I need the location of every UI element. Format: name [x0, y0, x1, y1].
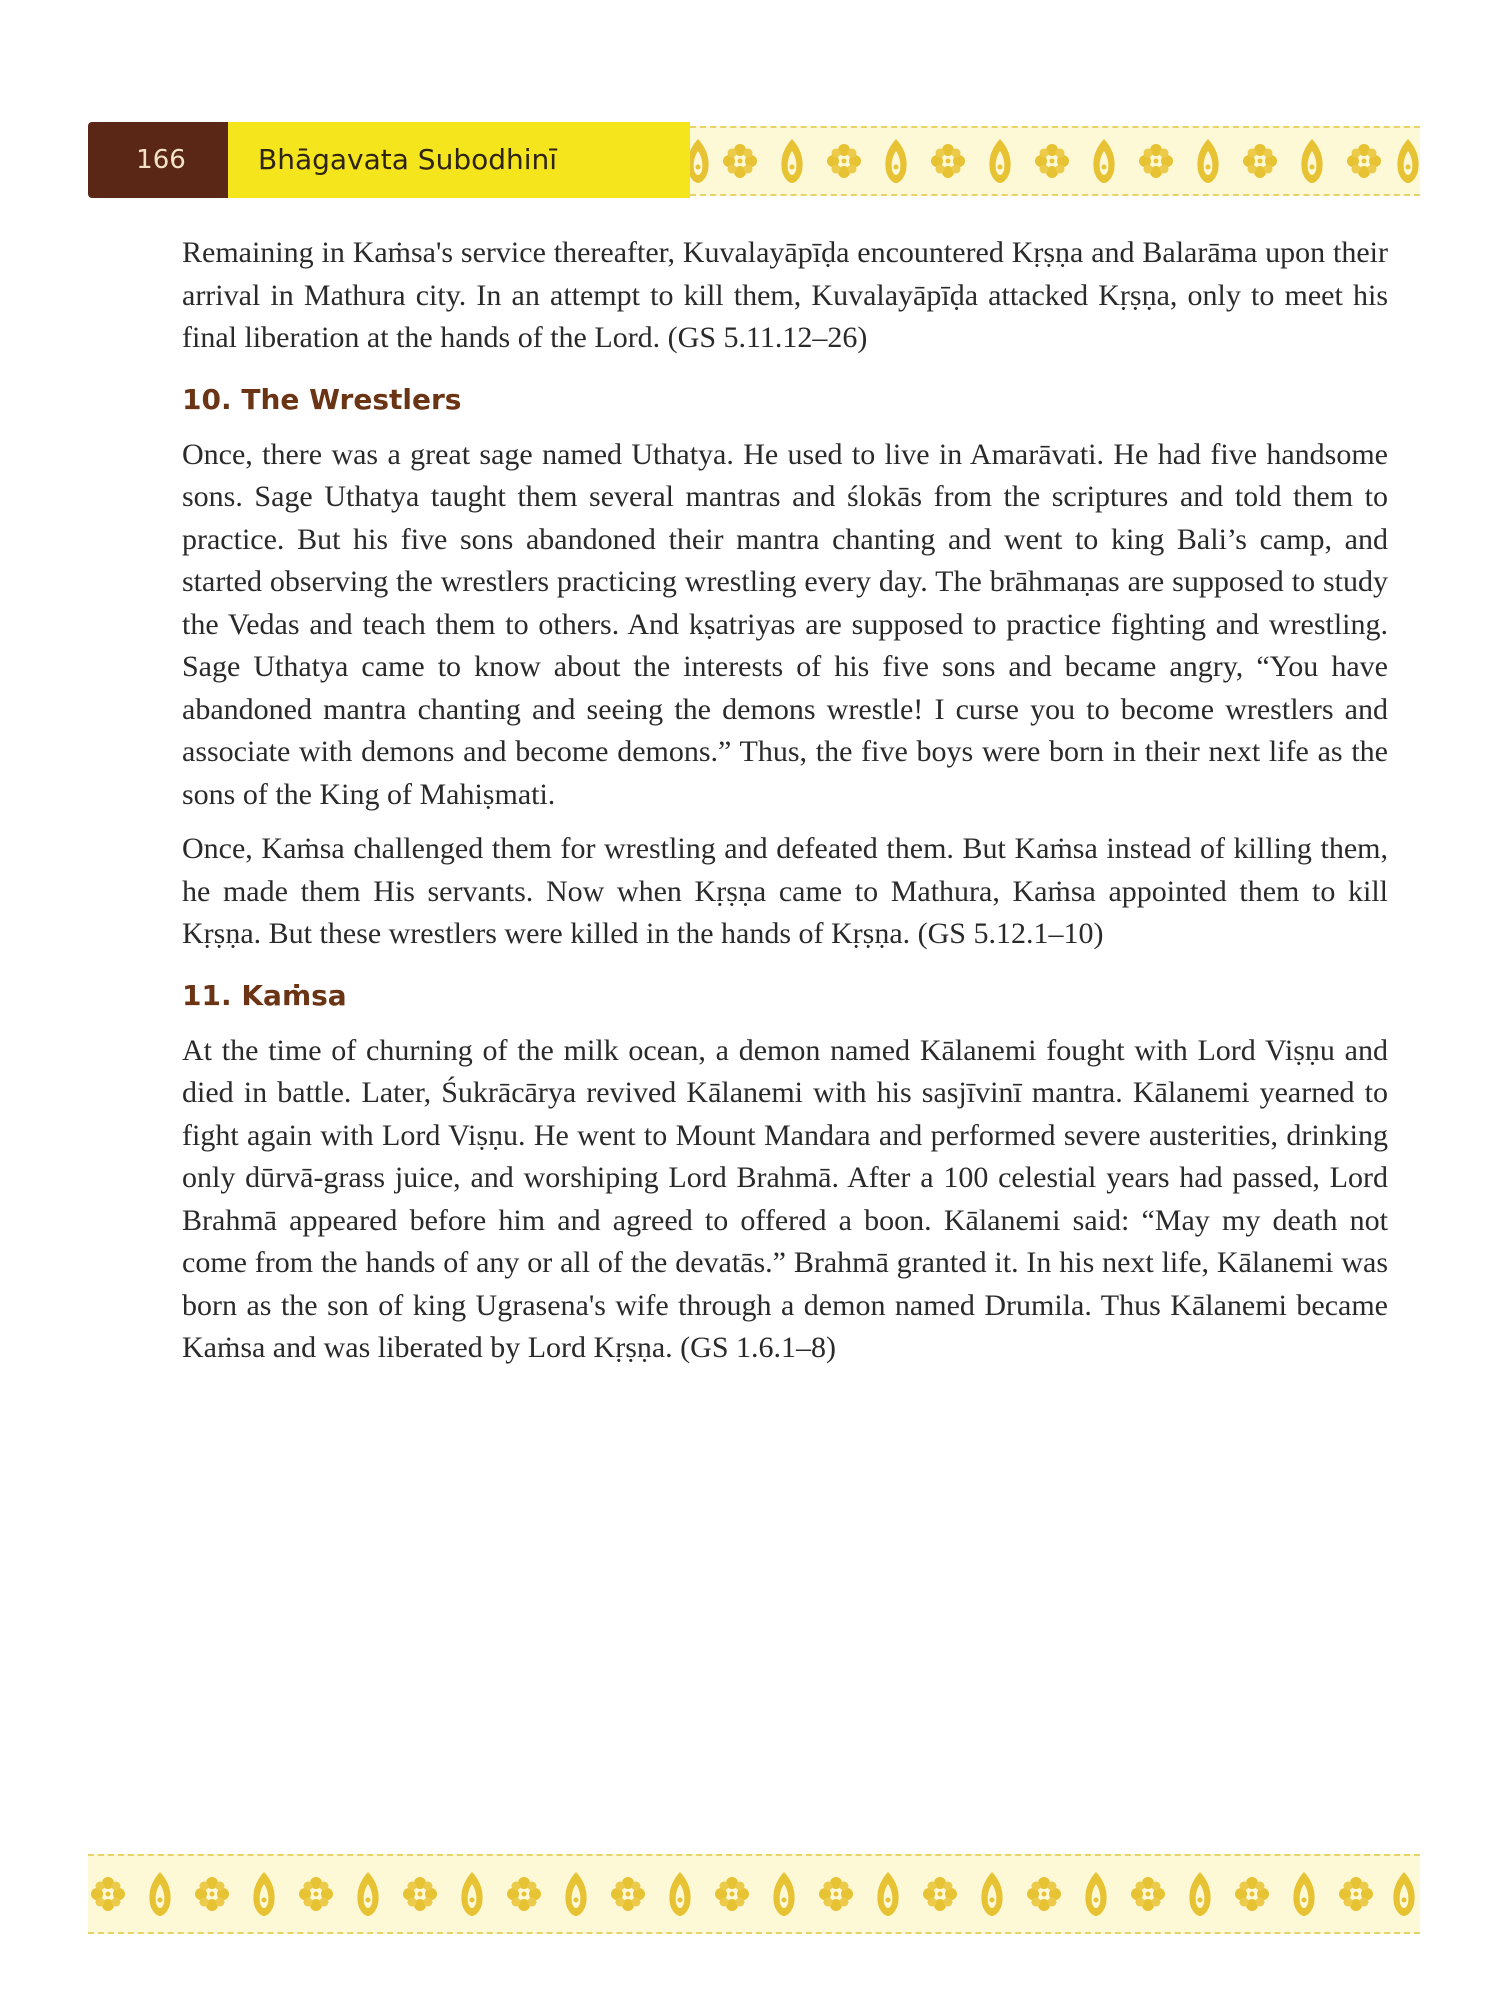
flower-icon	[931, 144, 965, 178]
flame-icon	[565, 1872, 586, 1916]
flower-icon	[827, 144, 861, 178]
flower-icon	[1131, 1877, 1165, 1911]
flame-icon	[1393, 1872, 1414, 1916]
flame-icon	[149, 1872, 170, 1916]
flower-icon	[923, 1877, 957, 1911]
flame-icon	[1197, 139, 1218, 183]
section-heading-wrestlers: 10. The Wrestlers	[182, 382, 462, 416]
footer-ornament-band	[88, 1854, 1420, 1934]
flower-icon	[1139, 144, 1173, 178]
flame-icon	[253, 1872, 274, 1916]
flower-icon	[819, 1877, 853, 1911]
flower-icon	[1035, 144, 1069, 178]
ornament-pattern-top	[690, 128, 1420, 194]
flame-icon	[877, 1872, 898, 1916]
flame-icon	[1397, 139, 1418, 183]
flower-icon	[1027, 1877, 1061, 1911]
flame-icon	[669, 1872, 690, 1916]
flower-icon	[403, 1877, 437, 1911]
flower-icon	[611, 1877, 645, 1911]
flame-icon	[773, 1872, 794, 1916]
ornament-pattern-bottom	[88, 1856, 1420, 1932]
flower-icon	[195, 1877, 229, 1911]
flower-icon	[1339, 1877, 1373, 1911]
flower-icon	[507, 1877, 541, 1911]
flower-icon	[91, 1877, 125, 1911]
paragraph: Once, there was a great sage named Uthatya. He used to live in Amarāvati. He had five handsome sons. Sage Uthatya taught them several mantras and ślokās from the scriptures and told them to practice. But his five sons abandoned their mantra chanting and went to king Bali’s camp, and started observing the wrestlers practicing wrestling every day. The brāhmaṇas are supposed to study the Vedas and teach them to others. And kṣatriyas are supposed to practice fighting and wrestling. Sage Uthatya came to know about the interests of his five sons and became angry, “You have abandoned mantra chanting and seeing the demons wrestle! I curse you to become wrestlers and associate with demons and become demons.” Thus, the five boys were born in their next life as the sons of the King of Mahiṣmati.	[182, 437, 1388, 811]
flame-icon	[989, 139, 1010, 183]
flame-icon	[461, 1872, 482, 1916]
flame-icon	[885, 139, 906, 183]
paragraph: Once, Kaṁsa challenged them for wrestling and defeated them. But Kaṁsa instead of killing them, he made them His servants. Now when Kṛṣṇa came to Mathura, Kaṁsa appointed them to kill Kṛṣṇa. But these wrestlers were killed in the hands of Kṛṣṇa. (GS 5.12.1–10)	[182, 832, 1388, 950]
flower-icon	[299, 1877, 333, 1911]
flower-icon	[1235, 1877, 1269, 1911]
paragraph: At the time of churning of the milk ocean, a demon named Kālanemi fought with Lord Viṣṇu and died in battle. Later, Śukrācārya revived Kālanemi with his sasjīvinī mantra. Kālanemi yearned to fight again with Lord Viṣṇu. He went to Mount Mandara and performed severe austerities, drinking only dūrvā-grass juice, and worshiping Lord Brahmā. After a 100 celestial years had passed, Lord Brahmā appeared before him and agreed to offered a boon. Kālanemi said: “May my death not come from the hands of any or all of the devatās.” Brahmā granted it. In his next life, Kālanemi was born as the son of king Ugrasena's wife through a demon named Drumila. Thus Kālanemi became Kaṁsa and was liberated by Lord Kṛṣṇa. (GS 1.6.1–8)	[182, 1033, 1388, 1364]
flame-icon	[1085, 1872, 1106, 1916]
book-title: Bhāgavata Subodhinī	[228, 122, 690, 198]
flower-icon	[1347, 144, 1381, 178]
intro-paragraph: Remaining in Kaṁsa's service thereafter, Kuvalayāpīḍa encountered Kṛṣṇa and Balarāma upon their arrival in Mathura city. In an attempt to kill them, Kuvalayāpīḍa attacked Kṛṣṇa, only to meet his final liberation at the hands of the Lord. (GS 5.11.12–26)	[182, 236, 1388, 354]
flame-icon	[1301, 139, 1322, 183]
page-number: 166	[88, 122, 228, 198]
flower-icon	[1243, 144, 1277, 178]
page-header	[88, 122, 1420, 198]
flame-icon	[981, 1872, 1002, 1916]
header-ornament-band	[690, 126, 1420, 196]
flame-icon	[1293, 1872, 1314, 1916]
flame-icon	[357, 1872, 378, 1916]
flame-icon	[1093, 139, 1114, 183]
flame-icon	[690, 139, 709, 183]
flame-icon	[1189, 1872, 1210, 1916]
flame-icon	[781, 139, 802, 183]
section-heading-kamsa: 11. Kaṁsa	[182, 978, 347, 1012]
flower-icon	[715, 1877, 749, 1911]
flower-icon	[723, 144, 757, 178]
page-content	[182, 232, 1388, 1382]
